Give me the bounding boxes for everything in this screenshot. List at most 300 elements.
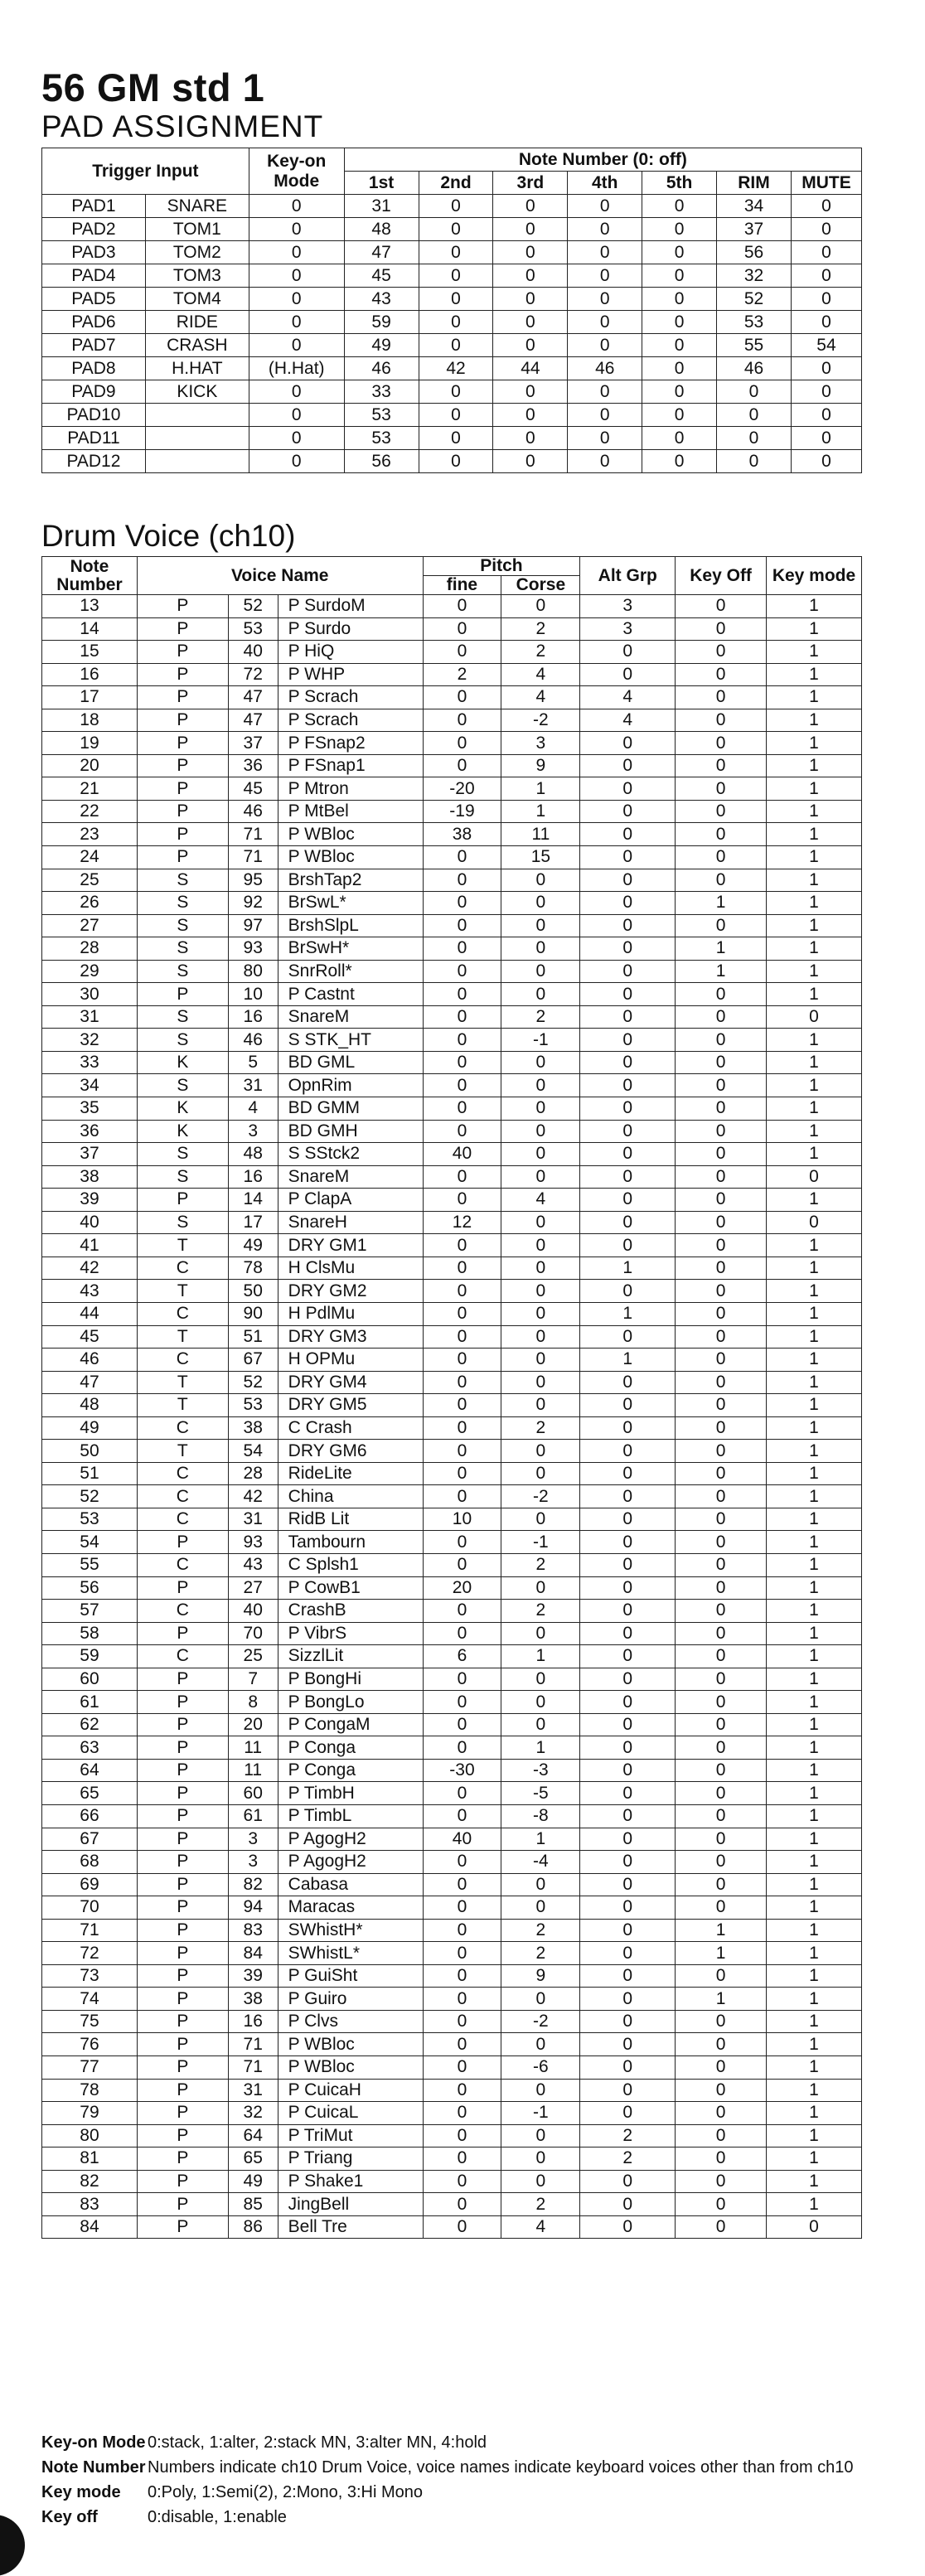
alt-grp-cell: 4 bbox=[580, 709, 676, 732]
voice-number-cell: 46 bbox=[228, 800, 278, 823]
note-3rd-cell: 0 bbox=[493, 334, 568, 357]
note-3rd-cell: 0 bbox=[493, 288, 568, 311]
voice-name-cell: C Splsh1 bbox=[278, 1553, 423, 1576]
fine-cell: 40 bbox=[423, 1143, 501, 1166]
voice-row bbox=[42, 1964, 862, 1988]
category-cell: C bbox=[137, 1600, 228, 1623]
voice-number-cell: 7 bbox=[228, 1668, 278, 1691]
legend-key: Note Number bbox=[41, 2458, 146, 2477]
corse-cell: 0 bbox=[501, 1576, 580, 1600]
note-number-cell: 26 bbox=[42, 892, 138, 915]
category-cell: P bbox=[137, 1942, 228, 1965]
note-2nd-cell: 0 bbox=[419, 241, 493, 264]
fine-cell: 38 bbox=[423, 823, 501, 846]
voice-name-cell: BrSwL* bbox=[278, 892, 423, 915]
category-cell: K bbox=[137, 1120, 228, 1143]
voice-number-cell: 3 bbox=[228, 1828, 278, 1851]
category-cell: T bbox=[137, 1371, 228, 1394]
voice-number-cell: 72 bbox=[228, 663, 278, 686]
voice-row bbox=[42, 2124, 862, 2147]
corse-cell: 0 bbox=[501, 1873, 580, 1896]
category-cell: C bbox=[137, 1416, 228, 1440]
category-cell: C bbox=[137, 1553, 228, 1576]
voice-row bbox=[42, 1942, 862, 1965]
header-note-number: Note Number bbox=[42, 557, 138, 595]
pad-cell: PAD12 bbox=[42, 450, 146, 473]
voice-name-cell: P BongLo bbox=[278, 1691, 423, 1714]
key-off-cell: 0 bbox=[676, 1440, 767, 1463]
key-mode-cell: 1 bbox=[767, 2010, 862, 2033]
voice-number-cell: 11 bbox=[228, 1759, 278, 1782]
note-4th-cell: 0 bbox=[568, 288, 642, 311]
fine-cell: 10 bbox=[423, 1508, 501, 1531]
pad-row bbox=[42, 288, 862, 311]
note-number-cell: 80 bbox=[42, 2124, 138, 2147]
fine-cell: 0 bbox=[423, 1280, 501, 1303]
note-5th-cell: 0 bbox=[642, 264, 717, 288]
corse-cell: 0 bbox=[501, 1371, 580, 1394]
rim-cell: 0 bbox=[717, 450, 792, 473]
fine-cell: 0 bbox=[423, 1804, 501, 1828]
pad-cell: PAD3 bbox=[42, 241, 146, 264]
fine-cell: 0 bbox=[423, 869, 501, 892]
note-number-cell: 39 bbox=[42, 1189, 138, 1212]
voice-name-cell: CrashB bbox=[278, 1600, 423, 1623]
voice-name-cell: P Clvs bbox=[278, 2010, 423, 2033]
alt-grp-cell: 0 bbox=[580, 1782, 676, 1805]
corse-cell: 0 bbox=[501, 869, 580, 892]
voice-number-cell: 37 bbox=[228, 732, 278, 755]
key-off-cell: 0 bbox=[676, 1896, 767, 1920]
trigger-cell: TOM2 bbox=[145, 241, 249, 264]
key-mode-cell: 1 bbox=[767, 800, 862, 823]
note-number-cell: 18 bbox=[42, 709, 138, 732]
category-cell: K bbox=[137, 1097, 228, 1121]
key-on-cell: 0 bbox=[249, 241, 344, 264]
category-cell: P bbox=[137, 754, 228, 777]
alt-grp-cell: 3 bbox=[580, 595, 676, 618]
category-cell: P bbox=[137, 823, 228, 846]
alt-grp-cell: 0 bbox=[580, 2193, 676, 2216]
corse-cell: 0 bbox=[501, 1713, 580, 1736]
note-number-cell: 54 bbox=[42, 1531, 138, 1554]
alt-grp-cell: 0 bbox=[580, 1942, 676, 1965]
note-1st-cell: 47 bbox=[344, 241, 419, 264]
key-off-cell: 0 bbox=[676, 732, 767, 755]
header-col: RIM bbox=[717, 172, 792, 195]
corse-cell: -3 bbox=[501, 1759, 580, 1782]
voice-number-cell: 20 bbox=[228, 1713, 278, 1736]
key-off-cell: 0 bbox=[676, 1804, 767, 1828]
voice-number-cell: 48 bbox=[228, 1143, 278, 1166]
note-number-cell: 13 bbox=[42, 595, 138, 618]
voice-row bbox=[42, 1988, 862, 2011]
voice-name-cell: P Guiro bbox=[278, 1988, 423, 2011]
alt-grp-cell: 0 bbox=[580, 846, 676, 869]
alt-grp-cell: 0 bbox=[580, 1919, 676, 1942]
voice-number-cell: 43 bbox=[228, 1553, 278, 1576]
fine-cell: 0 bbox=[423, 1942, 501, 1965]
note-1st-cell: 48 bbox=[344, 218, 419, 241]
fine-cell: 0 bbox=[423, 1531, 501, 1554]
category-cell: P bbox=[137, 2102, 228, 2125]
key-mode-cell: 1 bbox=[767, 617, 862, 641]
fine-cell: 2 bbox=[423, 663, 501, 686]
voice-row bbox=[42, 2170, 862, 2193]
key-mode-cell: 1 bbox=[767, 1349, 862, 1372]
voice-row bbox=[42, 777, 862, 801]
fine-cell: 0 bbox=[423, 1782, 501, 1805]
key-off-cell: 0 bbox=[676, 1005, 767, 1029]
key-off-cell: 0 bbox=[676, 1029, 767, 1052]
header-fine: fine bbox=[423, 576, 501, 595]
voice-number-cell: 93 bbox=[228, 1531, 278, 1554]
category-cell: S bbox=[137, 1074, 228, 1097]
note-1st-cell: 31 bbox=[344, 195, 419, 218]
trigger-cell bbox=[145, 427, 249, 450]
note-number-cell: 71 bbox=[42, 1919, 138, 1942]
voice-name-cell: SizzlLit bbox=[278, 1645, 423, 1668]
corse-cell: 1 bbox=[501, 1828, 580, 1851]
voice-row bbox=[42, 1189, 862, 1212]
note-3rd-cell: 0 bbox=[493, 195, 568, 218]
voice-name-cell: P HiQ bbox=[278, 641, 423, 664]
voice-name-cell: P WBloc bbox=[278, 846, 423, 869]
note-number-cell: 55 bbox=[42, 1553, 138, 1576]
voice-name-cell: P CuicaH bbox=[278, 2079, 423, 2102]
voice-number-cell: 80 bbox=[228, 960, 278, 983]
voice-number-cell: 8 bbox=[228, 1691, 278, 1714]
note-number-cell: 48 bbox=[42, 1394, 138, 1417]
voice-row bbox=[42, 1005, 862, 1029]
trigger-cell: H.HAT bbox=[145, 357, 249, 380]
key-mode-cell: 1 bbox=[767, 1600, 862, 1623]
voice-row bbox=[42, 2079, 862, 2102]
pad-cell: PAD4 bbox=[42, 264, 146, 288]
voice-row bbox=[42, 1302, 862, 1325]
key-off-cell: 0 bbox=[676, 2033, 767, 2056]
key-mode-cell: 1 bbox=[767, 1851, 862, 1874]
voice-name-cell: C Crash bbox=[278, 1416, 423, 1440]
voice-name-cell: SWhistL* bbox=[278, 1942, 423, 1965]
category-cell: P bbox=[137, 2124, 228, 2147]
corse-cell: 4 bbox=[501, 686, 580, 709]
category-cell: P bbox=[137, 2170, 228, 2193]
key-mode-cell: 1 bbox=[767, 641, 862, 664]
voice-name-cell: BrshSlpL bbox=[278, 914, 423, 937]
fine-cell: 0 bbox=[423, 1668, 501, 1691]
voice-row bbox=[42, 732, 862, 755]
voice-name-cell: Tambourn bbox=[278, 1531, 423, 1554]
pad-cell: PAD11 bbox=[42, 427, 146, 450]
voice-row bbox=[42, 754, 862, 777]
category-cell: P bbox=[137, 1896, 228, 1920]
key-mode-cell: 1 bbox=[767, 732, 862, 755]
key-off-cell: 0 bbox=[676, 1508, 767, 1531]
note-number-cell: 34 bbox=[42, 1074, 138, 1097]
note-number-cell: 40 bbox=[42, 1211, 138, 1234]
key-off-cell: 0 bbox=[676, 1782, 767, 1805]
voice-number-cell: 67 bbox=[228, 1349, 278, 1372]
category-cell: S bbox=[137, 1143, 228, 1166]
alt-grp-cell: 0 bbox=[580, 1736, 676, 1760]
category-cell: P bbox=[137, 663, 228, 686]
alt-grp-cell: 0 bbox=[580, 2079, 676, 2102]
legend-row bbox=[41, 2455, 854, 2480]
voice-number-cell: 32 bbox=[228, 2102, 278, 2125]
corse-cell: 0 bbox=[501, 595, 580, 618]
pad-row bbox=[42, 218, 862, 241]
key-mode-cell: 1 bbox=[767, 1736, 862, 1760]
voice-number-cell: 78 bbox=[228, 1257, 278, 1280]
note-3rd-cell: 0 bbox=[493, 264, 568, 288]
key-mode-cell: 1 bbox=[767, 1964, 862, 1988]
voice-number-cell: 71 bbox=[228, 2033, 278, 2056]
alt-grp-cell: 2 bbox=[580, 2147, 676, 2171]
corse-cell: -1 bbox=[501, 1531, 580, 1554]
category-cell: T bbox=[137, 1394, 228, 1417]
voice-number-cell: 97 bbox=[228, 914, 278, 937]
voice-row bbox=[42, 1782, 862, 1805]
fine-cell: 0 bbox=[423, 2124, 501, 2147]
voice-name-cell: Maracas bbox=[278, 1896, 423, 1920]
mute-cell: 0 bbox=[791, 380, 861, 404]
fine-cell: 0 bbox=[423, 1873, 501, 1896]
corse-cell: 1 bbox=[501, 1736, 580, 1760]
note-3rd-cell: 0 bbox=[493, 241, 568, 264]
note-number-cell: 19 bbox=[42, 732, 138, 755]
header-col: 3rd bbox=[493, 172, 568, 195]
note-4th-cell: 0 bbox=[568, 241, 642, 264]
key-off-cell: 0 bbox=[676, 1759, 767, 1782]
key-mode-cell: 1 bbox=[767, 1713, 862, 1736]
category-cell: P bbox=[137, 2147, 228, 2171]
fine-cell: 6 bbox=[423, 1645, 501, 1668]
key-mode-cell: 1 bbox=[767, 709, 862, 732]
voice-number-cell: 84 bbox=[228, 1942, 278, 1965]
key-off-cell: 0 bbox=[676, 869, 767, 892]
fine-cell: 0 bbox=[423, 641, 501, 664]
corse-cell: 2 bbox=[501, 1919, 580, 1942]
header-key-mode: Key mode bbox=[767, 557, 862, 595]
voice-name-cell: BD GMH bbox=[278, 1120, 423, 1143]
key-mode-cell: 1 bbox=[767, 1074, 862, 1097]
note-3rd-cell: 0 bbox=[493, 218, 568, 241]
category-cell: P bbox=[137, 686, 228, 709]
key-mode-cell: 1 bbox=[767, 2102, 862, 2125]
fine-cell: 0 bbox=[423, 1097, 501, 1121]
key-off-cell: 0 bbox=[676, 2056, 767, 2080]
voice-name-cell: H PdlMu bbox=[278, 1302, 423, 1325]
category-cell: P bbox=[137, 1576, 228, 1600]
key-mode-cell: 1 bbox=[767, 2147, 862, 2171]
pad-row bbox=[42, 195, 862, 218]
fine-cell: 0 bbox=[423, 1988, 501, 2011]
key-mode-cell: 1 bbox=[767, 595, 862, 618]
key-mode-cell: 1 bbox=[767, 1143, 862, 1166]
note-2nd-cell: 0 bbox=[419, 195, 493, 218]
corse-cell: -1 bbox=[501, 1029, 580, 1052]
note-number-cell: 63 bbox=[42, 1736, 138, 1760]
mute-cell: 0 bbox=[791, 264, 861, 288]
note-1st-cell: 53 bbox=[344, 427, 419, 450]
fine-cell: 0 bbox=[423, 937, 501, 961]
key-mode-cell: 1 bbox=[767, 1302, 862, 1325]
voice-number-cell: 36 bbox=[228, 754, 278, 777]
corse-cell: 2 bbox=[501, 617, 580, 641]
voice-row bbox=[42, 1508, 862, 1531]
note-number-cell: 69 bbox=[42, 1873, 138, 1896]
voice-name-cell: OpnRim bbox=[278, 1074, 423, 1097]
note-number-cell: 58 bbox=[42, 1622, 138, 1645]
corse-cell: 2 bbox=[501, 1553, 580, 1576]
voice-number-cell: 71 bbox=[228, 2056, 278, 2080]
category-cell: S bbox=[137, 892, 228, 915]
corse-cell: 9 bbox=[501, 754, 580, 777]
key-off-cell: 0 bbox=[676, 846, 767, 869]
fine-cell: 0 bbox=[423, 1896, 501, 1920]
key-mode-cell: 1 bbox=[767, 1919, 862, 1942]
voice-row bbox=[42, 2056, 862, 2080]
alt-grp-cell: 0 bbox=[580, 937, 676, 961]
fine-cell: 0 bbox=[423, 1257, 501, 1280]
fine-cell: 0 bbox=[423, 2170, 501, 2193]
alt-grp-cell: 0 bbox=[580, 1576, 676, 1600]
corse-cell: -6 bbox=[501, 2056, 580, 2080]
alt-grp-cell: 0 bbox=[580, 1120, 676, 1143]
legend-row bbox=[41, 2480, 854, 2505]
legend-row bbox=[41, 2505, 854, 2530]
key-off-cell: 0 bbox=[676, 1645, 767, 1668]
pad-row bbox=[42, 264, 862, 288]
alt-grp-cell: 0 bbox=[580, 1462, 676, 1485]
legend-row bbox=[41, 2430, 854, 2455]
header-col: 1st bbox=[344, 172, 419, 195]
key-mode-cell: 1 bbox=[767, 1804, 862, 1828]
voice-number-cell: 50 bbox=[228, 1280, 278, 1303]
voice-name-cell: P MtBel bbox=[278, 800, 423, 823]
note-number-cell: 38 bbox=[42, 1165, 138, 1189]
key-off-cell: 1 bbox=[676, 1919, 767, 1942]
key-on-cell: 0 bbox=[249, 380, 344, 404]
category-cell: C bbox=[137, 1302, 228, 1325]
key-off-cell: 0 bbox=[676, 823, 767, 846]
key-mode-cell: 1 bbox=[767, 2193, 862, 2216]
header-col: 5th bbox=[642, 172, 717, 195]
note-4th-cell: 0 bbox=[568, 380, 642, 404]
voice-name-cell: China bbox=[278, 1485, 423, 1508]
note-number-cell: 32 bbox=[42, 1029, 138, 1052]
alt-grp-cell: 0 bbox=[580, 1029, 676, 1052]
category-cell: P bbox=[137, 800, 228, 823]
voice-row bbox=[42, 2102, 862, 2125]
key-on-cell: 0 bbox=[249, 218, 344, 241]
alt-grp-cell: 4 bbox=[580, 686, 676, 709]
corse-cell: 9 bbox=[501, 1964, 580, 1988]
voice-number-cell: 71 bbox=[228, 846, 278, 869]
corse-cell: 0 bbox=[501, 2147, 580, 2171]
voice-row bbox=[42, 1873, 862, 1896]
fine-cell: 0 bbox=[423, 892, 501, 915]
note-5th-cell: 0 bbox=[642, 427, 717, 450]
corse-cell: -5 bbox=[501, 1782, 580, 1805]
key-off-cell: 0 bbox=[676, 641, 767, 664]
voice-number-cell: 95 bbox=[228, 869, 278, 892]
alt-grp-cell: 0 bbox=[580, 2102, 676, 2125]
alt-grp-cell: 0 bbox=[580, 1211, 676, 1234]
voice-row bbox=[42, 1896, 862, 1920]
pad-cell: PAD6 bbox=[42, 311, 146, 334]
voice-number-cell: 94 bbox=[228, 1896, 278, 1920]
key-off-cell: 0 bbox=[676, 1622, 767, 1645]
key-mode-cell: 0 bbox=[767, 1005, 862, 1029]
note-5th-cell: 0 bbox=[642, 357, 717, 380]
note-number-cell: 29 bbox=[42, 960, 138, 983]
alt-grp-cell: 0 bbox=[580, 892, 676, 915]
note-number-cell: 45 bbox=[42, 1325, 138, 1349]
key-off-cell: 0 bbox=[676, 709, 767, 732]
voice-number-cell: 25 bbox=[228, 1645, 278, 1668]
note-3rd-cell: 0 bbox=[493, 427, 568, 450]
voice-row bbox=[42, 1029, 862, 1052]
voice-number-cell: 86 bbox=[228, 2215, 278, 2239]
key-mode-cell: 1 bbox=[767, 1668, 862, 1691]
trigger-cell: RIDE bbox=[145, 311, 249, 334]
corse-cell: 0 bbox=[501, 1325, 580, 1349]
key-off-cell: 0 bbox=[676, 1371, 767, 1394]
rim-cell: 0 bbox=[717, 404, 792, 427]
voice-row bbox=[42, 1691, 862, 1714]
voice-row bbox=[42, 2010, 862, 2033]
voice-number-cell: 46 bbox=[228, 1029, 278, 1052]
key-mode-cell: 1 bbox=[767, 1691, 862, 1714]
note-3rd-cell: 0 bbox=[493, 404, 568, 427]
voice-name-cell: P TimbH bbox=[278, 1782, 423, 1805]
corse-cell: 0 bbox=[501, 892, 580, 915]
fine-cell: 0 bbox=[423, 1051, 501, 1074]
key-off-cell: 0 bbox=[676, 1851, 767, 1874]
note-number-cell: 83 bbox=[42, 2193, 138, 2216]
voice-number-cell: 11 bbox=[228, 1736, 278, 1760]
alt-grp-cell: 0 bbox=[580, 1189, 676, 1212]
note-1st-cell: 59 bbox=[344, 311, 419, 334]
voice-number-cell: 38 bbox=[228, 1416, 278, 1440]
alt-grp-cell: 0 bbox=[580, 800, 676, 823]
voice-number-cell: 17 bbox=[228, 1211, 278, 1234]
fine-cell: 0 bbox=[423, 2102, 501, 2125]
note-3rd-cell: 0 bbox=[493, 450, 568, 473]
note-number-cell: 73 bbox=[42, 1964, 138, 1988]
key-on-cell: 0 bbox=[249, 195, 344, 218]
voice-name-cell: P CongaM bbox=[278, 1713, 423, 1736]
voice-name-cell: P Triang bbox=[278, 2147, 423, 2171]
alt-grp-cell: 0 bbox=[580, 1074, 676, 1097]
note-number-cell: 79 bbox=[42, 2102, 138, 2125]
corse-cell: 0 bbox=[501, 1165, 580, 1189]
alt-grp-cell: 0 bbox=[580, 1485, 676, 1508]
voice-row bbox=[42, 800, 862, 823]
voice-number-cell: 53 bbox=[228, 617, 278, 641]
voice-number-cell: 52 bbox=[228, 1371, 278, 1394]
note-2nd-cell: 0 bbox=[419, 218, 493, 241]
category-cell: P bbox=[137, 1713, 228, 1736]
key-mode-cell: 1 bbox=[767, 1896, 862, 1920]
trigger-cell: TOM1 bbox=[145, 218, 249, 241]
note-number-cell: 42 bbox=[42, 1257, 138, 1280]
corse-cell: 4 bbox=[501, 1189, 580, 1212]
trigger-cell: TOM4 bbox=[145, 288, 249, 311]
category-cell: P bbox=[137, 1189, 228, 1212]
